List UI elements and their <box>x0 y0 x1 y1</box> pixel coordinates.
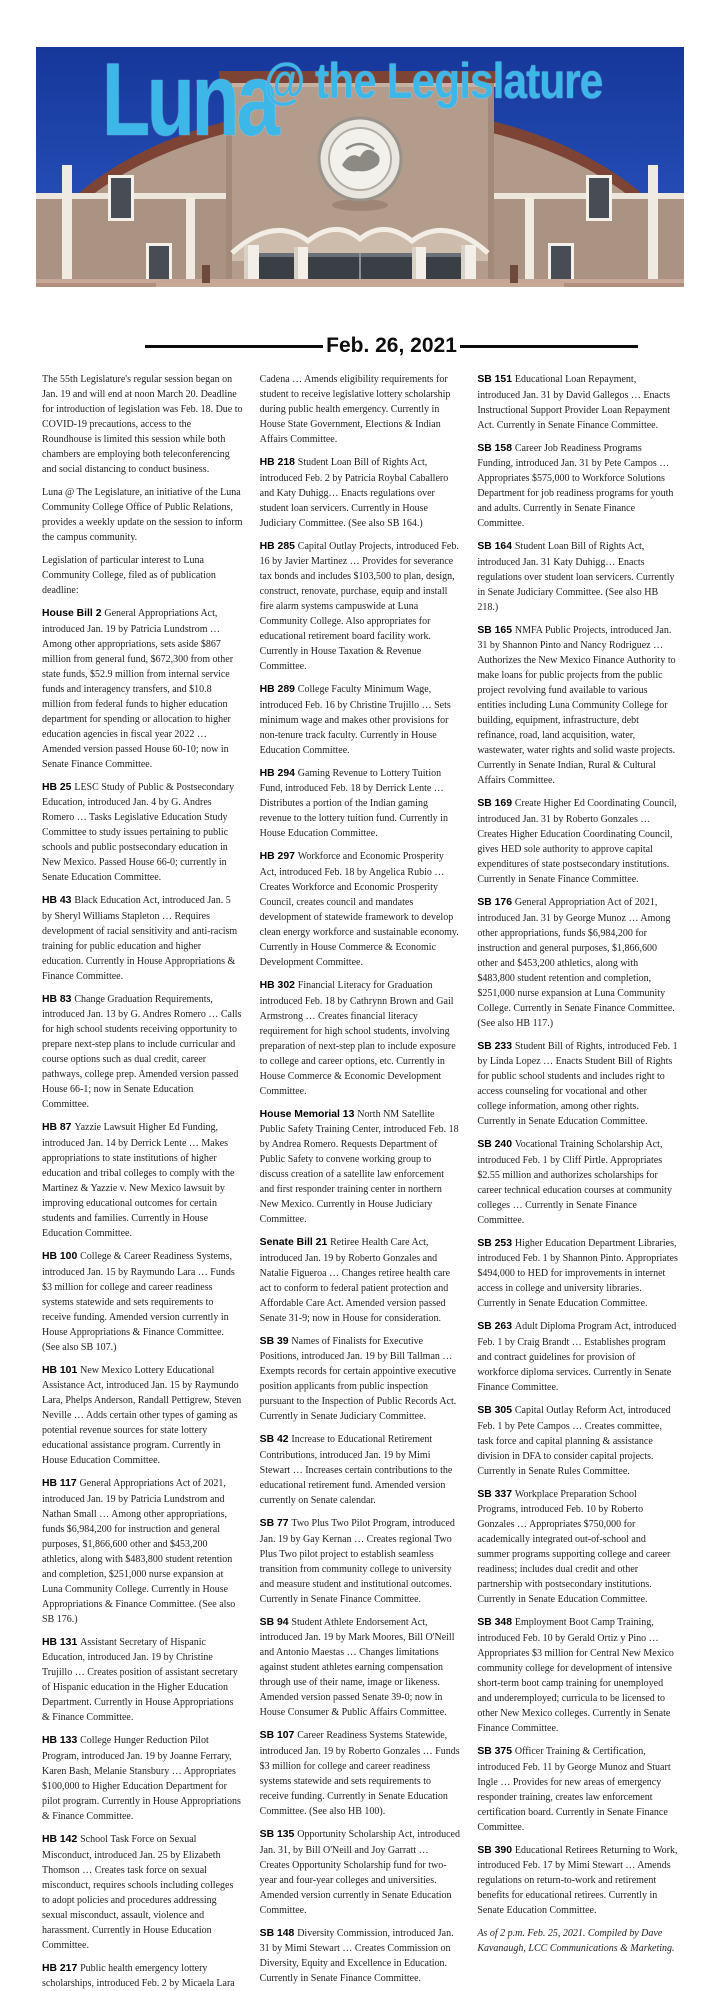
dateline-rule-left <box>145 345 323 348</box>
bill-number: HB 117 <box>42 1478 80 1490</box>
bill-number: HB 302 <box>259 980 298 992</box>
bill-entry: HB 142 School Task Force on Sexual Misconduct, introduced Jan. 25 by Elizabeth Thomson … Creates task force on sexual misconduct, requires schools including colleges to adopt policies and procedures addressing sexual misconduct, assault, violence and harassment. Currently in House Education Committee. <box>42 1834 234 1951</box>
bill-entry: SB 148 Diversity Commission, introduced Jan. 31 by Mimi Stewart … Creates Commission on Diversity, Equity and Excellence in Education. Currently in Senate Finance Committee. <box>259 1927 454 1985</box>
bill-entry: SB 176 General Appropriation Act of 2021, introduced Jan. 31 by George Munoz … Among other appropriations, funds $6,984,200 for instruction and general purposes, $1,866,600 other and $453,200 athletics, along with $483,800 student retention and completion, $251,000 nurse expansion at Luna Community College. Currently in Senate Finance Committee. (See also HB 117.) <box>477 897 675 1029</box>
bill-entry: HB 83 Change Graduation Requirements, introduced Jan. 13 by G. Andres Romero … Calls for high school students receiving opportunity to prepare next-step plans to include curricular and course options such as dual credit, career pathways, college prep. Amended version passed House 66-1; now in Senate Education Committee. <box>42 993 242 1111</box>
bill-entry: SB 240 Vocational Training Scholarship Act, introduced Feb. 1 by Cliff Pirtle. Appropriates $2.55 million and authorizes scholarships for career technical education courses at community colleges … Currently in Senate Finance Committee. <box>477 1139 672 1226</box>
bill-entry: HB 43 Black Education Act, introduced Jan. 5 by Sheryl Williams Stapleton … Requires development of racial sensitivity and anti-racism training for public education and higher education. Currently in House Appropriations & Finance Committee. <box>42 895 238 982</box>
bill-number: HB 100 <box>42 1251 81 1263</box>
bill-entry: HB 101 New Mexico Lottery Educational Assistance Act, introduced Jan. 15 by Raymundo Lara, Phelps Anderson, Randall Pettigrew, Steven Neville … Adds certain other types of gaming as potential revenue sources for state lottery educational assistance program. Currently in House Education Committee. <box>42 1364 242 1467</box>
bill-number: SB 148 <box>259 1927 298 1939</box>
bill-entry: HB 87 Yazzie Lawsuit Higher Ed Funding, introduced Jan. 14 by Derrick Lente … Makes appropriations to state institutions of higher education and tribal colleges to comply with the Martinez & Yazzie v. New Mexico lawsuit by improving educational outcomes for certain students and families. Currently in House Education Committee. <box>42 1122 235 1240</box>
bill-entry: SB 233 Student Bill of Rights, introduced Feb. 1 by Linda Lopez … Enacts Student Bill of Rights for public school students and includes right to access counseling for vocational and other college information, among other rights. Currently in Senate Education Committee. <box>477 1040 678 1128</box>
bill-number: HB 289 <box>259 684 298 696</box>
masthead-title-luna: Luna <box>102 42 277 158</box>
capitol-photo <box>36 47 684 287</box>
bill-number: SB 240 <box>477 1139 515 1151</box>
bill-entry: SB 253 Higher Education Department Libraries, introduced Feb. 1 by Shannon Pinto. Appropriates $494,000 to HED for improvements in internet access in college and university libraries. Currently in Senate Education Committee. <box>477 1237 678 1310</box>
bill-entry: House Memorial 13 North NM Satellite Public Safety Training Center, introduced Feb. 18 by Andrea Romero. Requests Department of Public Safety to convene working group to discuss creation of a satellite law enforcement and first responder training center in northern New Mexico. Currently in House Judiciary Committee. <box>259 1108 459 1226</box>
bill-entry: SB 158 Career Job Readiness Programs Funding, introduced Jan. 31 by Pete Campos … Appropriates $575,000 to Workforce Solutions Department for job readiness programs for youth and adults. Currently in Senate Finance Committee. <box>477 442 674 530</box>
compiler-note: As of 2 p.m. Feb. 25, 2021. Compiled by Dave Kavanaugh, LCC Communications & Marketing. <box>477 1928 675 1955</box>
bill-number: SB 94 <box>259 1616 292 1628</box>
bill-entry: HB 289 College Faculty Minimum Wage, introduced Feb. 16 by Christine Trujillo … Sets minimum wage and makes other provisions for non-tenure track faculty. Currently in House Education Committee. <box>259 684 451 756</box>
bill-entry: SB 151 Educational Loan Repayment, introduced Jan. 31 by David Gallegos … Enacts Instructional Support Provider Loan Repayment Act. Currently in Senate Finance Committee. <box>477 374 671 431</box>
bill-entry: HB 302 Financial Literacy for Graduation introduced Feb. 18 by Cathrynn Brown and Gail Armstrong … Creates financial literacy requirement for high school students, involving preparation of next-step plan to include exposure to college and career options, etc. Currently in House Commerce & Economic Development Committee. <box>259 980 456 1097</box>
bill-number: HB 297 <box>259 851 298 863</box>
bill-entry: SB 94 Student Athlete Endorsement Act, introduced Jan. 19 by Mark Moores, Bill O'Neill and Antonio Maestas … Changes limitations against student athletes earning compensation through use of their name, image or likeness. Amended version passed Senate 39-0; now in House Consumer & Public Affairs Committee. <box>259 1616 455 1719</box>
bill-number: SB 305 <box>477 1405 515 1417</box>
bill-number: HB 142 <box>42 1834 81 1846</box>
bill-number: SB 253 <box>477 1237 515 1249</box>
article-flow <box>42 372 678 1991</box>
bill-entry: SB 169 Create Higher Ed Coordinating Council, introduced Jan. 31 by Roberto Gonzales … Creates Higher Education Coordinating Council, gives HED sole authority to approve capital expenditures of state postsecondary institutions. Currently in Senate Finance Committee. <box>477 798 677 886</box>
bill-entry: SB 135 Opportunity Scholarship Act, introduced Jan. 31, by Bill O'Neill and Joy Garratt … Creates Opportunity Scholarship fund for two-year and four-year colleges and universities. Amended version currently in Senate Education Committee. <box>259 1828 460 1916</box>
bill-number: HB 83 <box>42 993 75 1005</box>
bill-number: SB 42 <box>259 1434 292 1446</box>
bill-entry: HB 294 Gaming Revenue to Lottery Tuition Fund, introduced Feb. 18 by Derrick Lente … Distributes a portion of the Indian gaming revenue to the lottery tuition fund. Currently in House Education Committee. <box>259 767 448 840</box>
bill-number: House Bill 2 <box>42 608 105 619</box>
state-seal <box>319 118 401 200</box>
bill-entry: HB 131 Assistant Secretary of Hispanic Education, introduced Jan. 19 by Christine Trujillo … Creates position of assistant secretary of Hispanic education in the Higher Education Department. Currently in House Appropriations & Finance Committee. <box>42 1636 238 1724</box>
bill-number: SB 348 <box>477 1617 515 1629</box>
dateline-rule-right <box>460 345 638 348</box>
bill-entry: HB 117 General Appropriations Act of 2021, introduced Jan. 19 by Patricia Lundstrom and Nathan Small … Among other appropriations, funds $6,984,200 for instruction and general purposes, $1,866,600 other and $453,200 athletics, along with $483,800 student retention and completion, $251,000 nurse expansion at Luna Community College. Currently in House Appropriations & Finance Committee. (See also SB 176.) <box>42 1478 236 1625</box>
bill-number: HB 131 <box>42 1636 81 1648</box>
capitol-photo-illustration <box>36 47 684 287</box>
intro-paragraph: The 55th Legislature's regular session began on Jan. 19 and will end at noon March 20. Deadline for introduction of legislation was Feb. 18. Due to COVID-19 precautions, access to the Roundhouse is limited this session while both chambers are employing both teleconferencing and social distancing to conduct business. <box>42 374 243 475</box>
bill-number: SB 263 <box>477 1321 515 1333</box>
issue-date: Feb. 26, 2021 <box>326 334 457 357</box>
bill-number: HB 218 <box>259 457 298 468</box>
bill-entry: SB 42 Increase to Educational Retirement Contributions, introduced Jan. 19 by Mimi Stewart … Increases certain contributions to the educational retirement fund. Amended version currently on Senate calendar. <box>259 1434 453 1507</box>
bill-entry: SB 375 Officer Training & Certification, introduced Feb. 11 by George Munoz and Stuart Ingle … Provides for new areas of emergency responder training, creates law enforcement certification board. Currently in Senate Finance Committee. <box>477 1745 671 1833</box>
bill-number: SB 164 <box>477 541 515 553</box>
bill-number: SB 176 <box>477 897 515 909</box>
bill-number: SB 390 <box>477 1844 515 1856</box>
bill-number: HB 217 <box>42 1962 81 1974</box>
bill-entry: House Bill 2 General Appropriations Act, introduced Jan. 19 by Patricia Lundstrom … Among other appropriations, sets aside $867 million from general fund, $672,300 from other state funds, $52.9 million from internal service funds and interagency transfers, and $10.8 million from federal funds to higher education department for spending or allocation to higher education agencies in fiscal year 2022 … Amended version passed House 60-10; now in Senate Finance Committee. <box>42 608 234 770</box>
bill-entry: SB 164 Student Loan Bill of Rights Act, introduced Jan. 31 Katy Duhigg… Enacts regulations over student loan servicers. Currently in Senate Judiciary Committee. (See also HB 218.) <box>477 541 675 613</box>
bill-number: SB 151 <box>477 374 515 385</box>
bill-number: HB 133 <box>42 1735 81 1747</box>
intro-paragraph: Luna @ The Legislature, an initiative of the Luna Community College Office of Public Relations, provides a weekly update on the session to inform the campus community. <box>42 487 243 543</box>
bill-number: SB 135 <box>259 1828 298 1840</box>
bill-entry: SB 77 Two Plus Two Pilot Program, introduced Jan. 19 by Gay Kernan … Creates regional Two Plus Two pilot project to establish seamless transition from community college to university and measure student and institutional outcomes. Currently in Senate Finance Committee. <box>259 1518 455 1605</box>
bill-entry: SB 348 Employment Boot Camp Training, introduced Feb. 10 by Gerald Ortiz y Pino … Appropriates $3 million for Central New Mexico community college for development of intensive short-term boot camp training for unemployed and underemployed; curricula to be licensed to other New Mexico colleges. Currently in Senate Finance Committee. <box>477 1617 674 1734</box>
bill-number: HB 25 <box>42 781 75 793</box>
bill-entry: SB 165 NMFA Public Projects, introduced Jan. 31 by Shannon Pinto and Nancy Rodriguez … Authorizes the New Mexico Finance Authority to make loans for public projects from the public project revolving fund available to various entities including Luna Community College for building, equipment, infrastructure, debt refinance, road, land acquisition, water, wastewater, water rights and solid waste projects. Currently in Senate Indian, Rural & Cultural Affairs Committee. <box>477 624 676 787</box>
bill-entry: HB 218 Student Loan Bill of Rights Act, introduced Feb. 2 by Patricia Roybal Caballero and Katy Duhigg… Enacts regulations over student loan servicers. Currently in House Judiciary Committee. (See also SB 164.) <box>259 457 449 529</box>
bill-number: HB 87 <box>42 1122 75 1134</box>
bill-number: SB 107 <box>259 1730 298 1742</box>
bill-number: HB 294 <box>259 767 298 779</box>
bill-entry: SB 337 Workplace Preparation School Programs, introduced Feb. 10 by Roberto Gonzales … Appropriates $750,000 for academically integrated out-of-school and summer programs supporting college and career readiness; includes dual credit and other partnership with postsecondary institutions. Currently in Senate Education Committee. <box>477 1488 671 1606</box>
bill-number: HB 43 <box>42 895 75 907</box>
bill-number: SB 337 <box>477 1488 515 1500</box>
bill-entry: HB 133 College Hunger Reduction Pilot Program, introduced Jan. 19 by Joanne Ferrary, Karen Bash, Melanie Stansbury … Appropriates $100,000 to Higher Education Department for pilot program. Currently in House Appropriations & Finance Committee. <box>42 1735 241 1823</box>
bill-number: SB 233 <box>477 1040 515 1052</box>
bill-number: HB 285 <box>259 540 298 552</box>
bill-entry: SB 305 Capital Outlay Reform Act, introduced Feb. 1 by Pete Campos … Creates committee, task force and capital planning & assistance division in DFA to consider capital projects. Currently in Senate Rules Committee. <box>477 1405 671 1477</box>
bill-entry: HB 25 LESC Study of Public & Postsecondary Education, introduced Jan. 4 by G. Andres Romero … Tasks Legislative Education Study Committee to study issues pertaining to public schools and public postsecondary education in New Mexico. Passed House 66-0; currently in Senate Education Committee. <box>42 781 235 884</box>
bill-number: SB 169 <box>477 798 515 810</box>
bill-number: SB 77 <box>259 1518 292 1530</box>
bill-number: SB 165 <box>477 624 515 636</box>
bill-entry: SB 39 Names of Finalists for Executive Positions, introduced Jan. 19 by Bill Tallman … Exempts records for certain appointive executive position applicants from public inspection pursuant to the Inspection of Public Records Act. Currently in Senate Judiciary Committee. <box>259 1335 457 1423</box>
masthead-title-legislature: @ the Legislature <box>264 54 603 110</box>
bill-entry: HB 285 Capital Outlay Projects, introduced Feb. 16 by Javier Martinez … Provides for severance tax bonds and includes $103,500 to plan, design, construct, renovate, purchase, equip and install fire alarm systems campuswide at Luna Community College. Also appropriates for educational retirement board facility work. Currently in House Taxation & Revenue Committee. <box>259 540 459 673</box>
bill-entry: HB 297 Workforce and Economic Prosperity Act, introduced Feb. 18 by Angelica Rubio … Creates Workforce and Economic Prosperity Council, creates council and mandates development of statewide framework to develop clean energy workforce and sustainable economy. Currently in House Commerce & Economic Development Committee. <box>259 851 459 969</box>
bill-number: HB 101 <box>42 1364 81 1376</box>
bill-number: SB 39 <box>259 1335 292 1347</box>
bill-entry: HB 217 Public health emergency lottery scholarships, introduced Feb. 2 by Micaela Lara Cadena … Amends eligibility requirements for student to receive legislative lottery scholarship during public health emergency. Currently in House State Government, Elections & Indian Affairs Committee. <box>42 374 451 1990</box>
bill-entry: Senate Bill 21 Retiree Health Care Act, introduced Jan. 19 by Roberto Gonzales and Natalie Figueroa … Changes retiree health care act to conform to federal patient protection and Affordable Care Act. Amended version passed Senate 31-9; now in House for consideration. <box>259 1237 451 1324</box>
bill-entry: HB 100 College & Career Readiness Systems, introduced Jan. 15 by Raymundo Lara … Funds $3 million for college and career readiness systems statewide and sets requirements to receive funding. Amended version currently in House Appropriations & Finance Committee. (See also SB 107.) <box>42 1251 235 1353</box>
intro-paragraph: Legislation of particular interest to Luna Community College, filed as of publication deadline: <box>42 555 216 596</box>
bill-number: Senate Bill 21 <box>259 1237 331 1249</box>
bill-number: SB 375 <box>477 1745 515 1757</box>
dateline <box>145 334 638 358</box>
bill-number: House Memorial 13 <box>259 1108 358 1120</box>
bill-entry: SB 107 Career Readiness Systems Statewide, introduced Jan. 19 by Roberto Gonzales … Funds $3 million for college and career readiness systems statewide and sets requirements to receive funding. Currently in Senate Education Committee. (See also HB 100). <box>259 1730 460 1817</box>
bill-entry: SB 263 Adult Diploma Program Act, introduced Feb. 1 by Craig Brandt … Establishes program and contract guidelines for provision of workforce diploma services. Currently in Senate Finance Committee. <box>477 1321 677 1394</box>
bill-number: SB 158 <box>477 442 515 454</box>
bill-entry: SB 390 Educational Retirees Returning to Work, introduced Feb. 17 by Mimi Stewart … Amends regulations on return-to-work and retirement benefits for educational retirees. Currently in Senate Education Committee. <box>477 1844 678 1917</box>
